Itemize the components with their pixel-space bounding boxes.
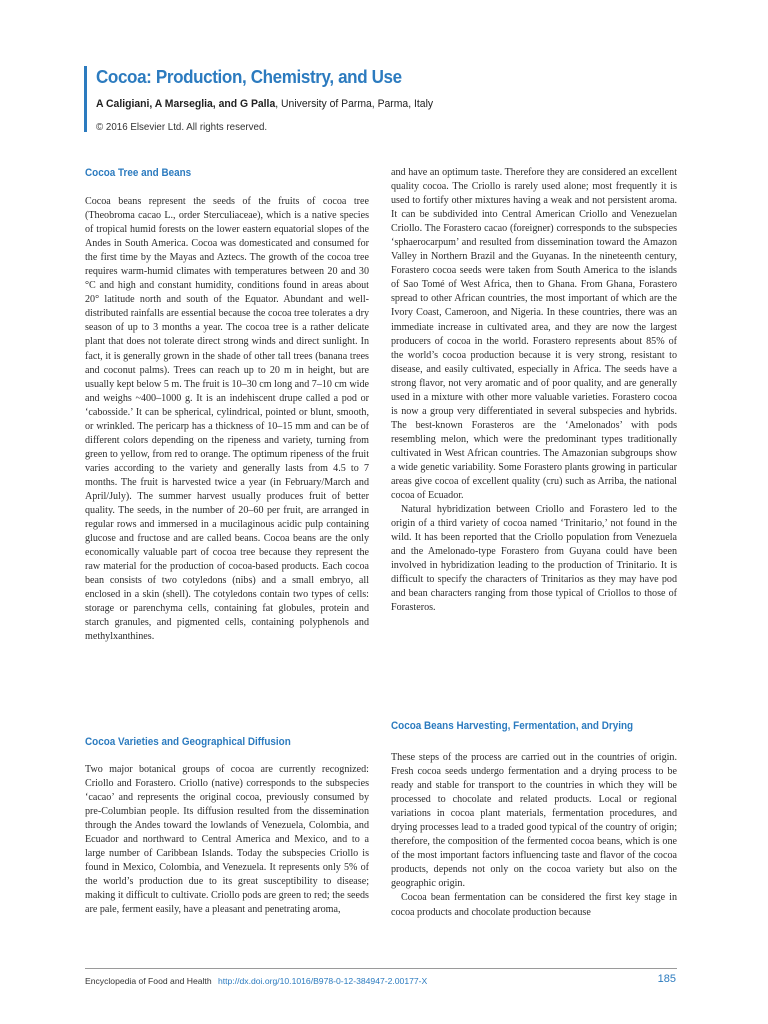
page-number: 185 [657,973,676,985]
footer-journal-name: Encyclopedia of Food and Health [85,976,212,986]
section-body-harvesting [391,751,677,920]
section-body-varieties-left [85,763,369,918]
paragraph: Two major botanical groups of cocoa are currently recognized: Criollo and Forastero. Criollo (native) corresponds to the subspecies ‘cacao’ and represents the original cocoa, previously consumed by pre-Columbian people. Its diffusion resulted from the dissemination through the Andes toward the lowlands of Venezuela, Colombia, and Ecuador and northward to Central America and Mexico, and to a large number of Caribbean Islands. Today the subspecies Criollo is found in Mexico, Colombia, and Venezuela. It represents only 5% of the world’s production due to its great susceptibility to disease; making it difficult to cultivate. Criollo pods are green to red; the seeds are pale, ferment easily, have a pleasant and penetrating aroma, [85,764,369,916]
section-heading-cocoa-tree: Cocoa Tree and Beans [85,167,192,179]
paragraph: Cocoa bean fermentation can be considered the first key stage in cocoa products and chocolate production because [391,892,677,918]
doi-link[interactable]: http://dx.doi.org/10.1016/B978-0-12-384947-2.00177-X [218,976,428,986]
section-body-varieties-right [391,166,677,616]
paragraph: Natural hybridization between Criollo and Forastero led to the origin of a third variety of cocoa named ‘Trinitario,’ not found in the wild. It has been reported that the Criollo population from Venezuela and the Amelonado-type Forastero from Guyana could have been involved in hybridization leading to the production of Trinitario. It is difficult to specify the characters of Trinitarios as they may have pod and bean characters ranging from those typical of Criollos to those of Forasteros. [391,504,677,614]
footer-divider [85,968,677,969]
paragraph: These steps of the process are carried out in the countries of origin. Fresh cocoa seeds undergo fermentation and a drying process to be ready and stable for transport to the countries in which they will be processed to chocolate and related products. Local or regional variations in cocoa plant materials, fermentation procedures, and drying processes lead to a traded good typical of the country of origin; therefore, the composition of the fermented cocoa beans, which is one of the most important factors influencing taste and flavor of the cocoa products, depends not only on the cocoa variety but also on the geographic origin. [391,752,677,890]
copyright-notice: © 2016 Elsevier Ltd. All rights reserved. [96,121,268,133]
paragraph: Cocoa beans represent the seeds of the fruits of cocoa tree (Theobroma cacao L., order Sterculiaceae), which is a native species of tropical humid forests on the lower eastern equatorial slopes of the Andes in South America. Cocoa was domesticated and consumed for the first time by the Mayas and Aztecs. The growth of the cocoa tree requires warm-humid climates with temperatures between 20 and 30 °C and high and constant humidity, conditions found in areas about 20° latitude north and south of the Equator. Abundant and well-distributed rainfalls are essential because the cocoa tree tolerates a dry season of up to 3 months a year. The cocoa tree is a rather delicate plant that does not tolerate direct strong winds and direct sunlight. In fact, it is generally grown in the shade of other tall trees (banana trees and coconut palms). Trees can reach up to 20 m in height, but are usually kept below 5 m. The fruit is 10–30 cm long and 7–10 cm wide and weighs ~400–1000 g. It is an indehiscent drupe called a pod or ‘cabosside.’ It can be spherical, cylindrical, pointed or blunt, smooth, or wrinkled. The pericarp has a thickness of 10–15 mm and can be of different colors depending on the ripeness and variety, turning from green to yellow, from red to orange. The optimum ripeness of the fruit varies according to the variety and generally lasts from 4.5 to 7 months. The fruit is harvested twice a year (in February/March and April/July). The summer harvest usually produces fruit of better quality. The seeds, in the number of 20–60 per fruit, are arranged in regular rows and immersed in a mucilaginous acidic pulp containing glucose and fructose and are called beans. Cocoa beans are the only economically valuable part of cocoa tree because they represent the raw material for the production of cocoa-based products. Each cocoa bean consists of two cotyledons (nibs) and a small embryo, all enclosed in a skin (shell). The cotyledons contain two types of cells: storage or parenchyma cells, containing fat globules, protein and starch granules, and pigmented cells, containing polyphenols and methylxanthines. [85,196,369,643]
article-title: Cocoa: Production, Chemistry, and Use [96,66,402,87]
authors: A Caligiani, A Marseglia, and G Palla [96,98,276,110]
affiliation: , University of Parma, Parma, Italy [275,98,434,110]
author-line [96,98,433,110]
section-heading-varieties: Cocoa Varieties and Geographical Diffusion [85,736,291,748]
section-heading-harvesting: Cocoa Beans Harvesting, Fermentation, and Drying [391,720,634,732]
paragraph-continued: and have an optimum taste. Therefore they are considered an excellent quality cocoa. The Criollo is rarely used alone; most frequently it is used to fortify other mixtures having a weak and not persistent aroma. It can be subdivided into Central American Criollo and Venezuelan Criollo. The Forastero cacao (foreigner) corresponds to the subspecies ‘sphaerocarpum’ and resulted from dissemination toward the Amazon Valley in Northern Brazil and the Guyanas. In the nineteenth century, Forastero cocoa seeds were taken from South America to the islands of Sao Tomé of West Africa, then to Ghana. From Ghana, Forastero spread to other African countries, the most important of which are the Ivory Coast, Cameroon, and Nigeria. In these countries, there was an immediate increase in cultivated area, and they are now the largest producers of cocoa in the world. Forastero represents about 85% of the world’s cocoa production because it is very strong, resistant to disease, and easily cultivated, especially in Africa. The seeds have a strong flavor, not very aromatic and of poor quality, and are generally used in a mixture with other more valuable varieties. Forastero cocoa is now a group very differentiated in several subspecies and hybrids. The best-known Forasteros are the ‘Amelonados’ with pods resembling melon, which were the predominant types traditionally cultivated in West African countries. The Amazonian subgroups show a wide genetic variability. Some Forastero plants growing in particular areas give cocoa of excellent quality (cru) such as Arriba, the national cocoa of Ecuador. [391,167,677,502]
title-accent-bar [84,66,87,132]
section-body-cocoa-tree [85,195,369,645]
